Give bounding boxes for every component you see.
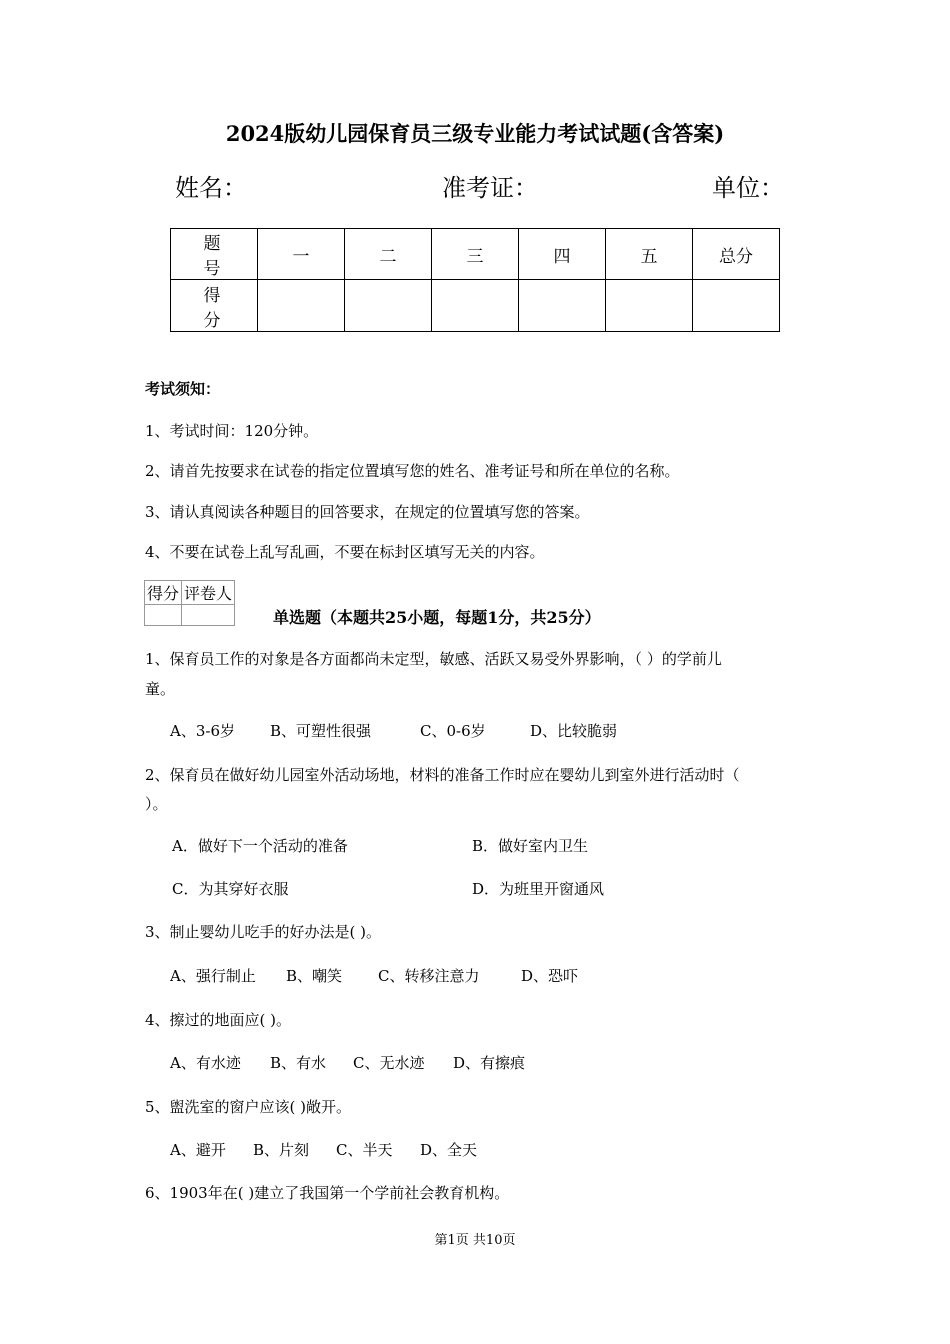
column-header: 二 [345,229,432,280]
section-title: 单选题（本题共25小题，每题1分，共25分） [273,608,601,627]
exam-id-field-label: 准考证： [442,174,538,202]
question-text: 6、1903年在( )建立了我国第一个学前社会教育机构。 [145,1184,510,1202]
option-a: A、有水迹 [170,1054,241,1072]
page-footer: 第1页 共10页 [434,1233,516,1248]
note-item: 2、请首先按要求在试卷的指定位置填写您的姓名、准考证号和所在单位的名称。 [145,462,680,480]
notes-title: 考试须知： [145,380,221,398]
score-cell [606,280,693,332]
option-b: B、片刻 [253,1141,310,1159]
score-table [170,228,780,332]
column-header: 五 [606,229,693,280]
grader-box [144,580,235,626]
option-b: B、有水 [270,1054,327,1072]
unit-field-label: 单位： [712,174,784,202]
option-c: C、0-6岁 [420,722,486,740]
score-table-header-row [171,229,780,280]
column-header: 总分 [693,229,780,280]
note-item: 1、考试时间：120分钟。 [145,422,319,440]
option-c: C、无水迹 [353,1054,425,1072]
question-text-continued: ）。 [145,795,168,813]
grader-score-label: 得分 [145,581,182,605]
question-number-label: 题号 [171,229,258,280]
score-cell [693,280,780,332]
score-label: 得分 [171,280,258,332]
column-header: 一 [258,229,345,280]
question-text: 2、保育员在做好幼儿园室外活动场地，材料的准备工作时应在婴幼儿到室外进行活动时（ [145,766,740,784]
option-c: C．为其穿好衣服 [172,880,289,898]
grader-name-cell [182,605,235,626]
option-a: A、强行制止 [170,967,256,985]
option-d: D、恐吓 [521,967,579,985]
option-a: A．做好下一个活动的准备 [172,837,348,855]
option-d: D、全天 [420,1141,478,1159]
question-text-continued: 童。 [145,680,176,698]
column-header: 四 [519,229,606,280]
question-text: 1、保育员工作的对象是各方面都尚未定型，敏感、活跃又易受外界影响，（ ）的学前儿 [145,650,722,668]
option-d: D．为班里开窗通风 [472,880,605,898]
option-c: C、转移注意力 [378,967,480,985]
grader-score-cell [145,605,182,626]
score-cell [519,280,606,332]
option-b: B．做好室内卫生 [472,837,589,855]
option-a: A、避开 [170,1141,226,1159]
score-cell [258,280,345,332]
option-c: C、半天 [336,1141,393,1159]
score-table-score-row [171,280,780,332]
column-header: 三 [432,229,519,280]
option-b: B、嘲笑 [286,967,343,985]
name-field-label: 姓名： [175,174,247,202]
document-title: 2024版幼儿园保育员三级专业能力考试试题(含答案) [225,121,725,146]
score-cell [345,280,432,332]
score-cell [432,280,519,332]
option-d: D、比较脆弱 [530,722,618,740]
question-text: 5、盥洗室的窗户应该( )敞开。 [145,1098,352,1116]
option-a: A、3-6岁 [170,722,235,740]
option-d: D、有擦痕 [453,1054,526,1072]
option-b: B、可塑性很强 [270,722,372,740]
note-item: 3、请认真阅读各种题目的回答要求，在规定的位置填写您的答案。 [145,503,590,521]
grader-name-label: 评卷人 [182,581,235,605]
question-text: 4、擦过的地面应( )。 [145,1011,292,1029]
question-text: 3、制止婴幼儿吃手的好办法是( )。 [145,923,382,941]
note-item: 4、不要在试卷上乱写乱画，不要在标封区填写无关的内容。 [145,543,545,561]
